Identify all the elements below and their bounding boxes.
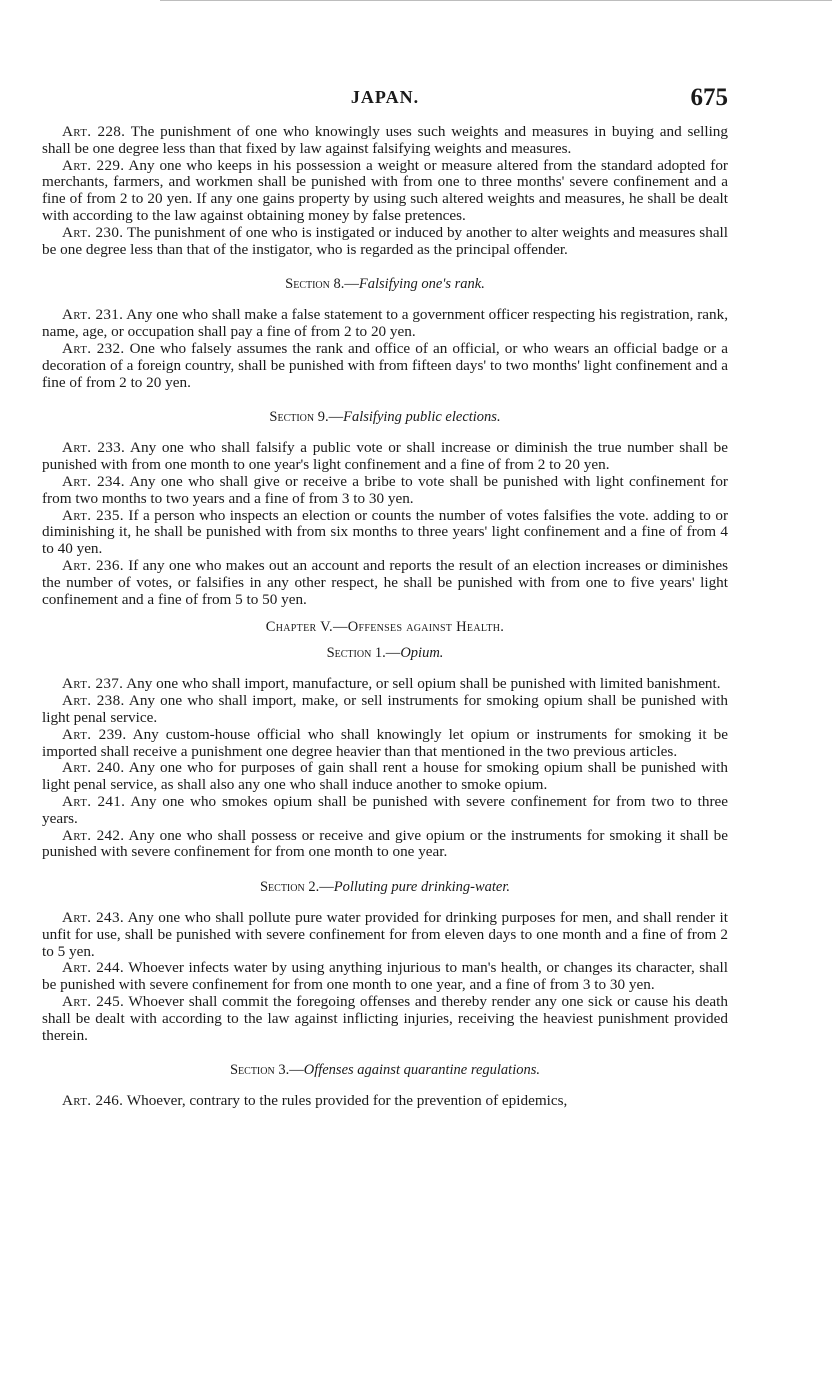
article-paragraph xyxy=(42,994,728,1044)
article-number: Art. 242. xyxy=(62,826,125,844)
article-paragraph xyxy=(42,727,728,761)
running-title: JAPAN. xyxy=(350,87,420,107)
article-number: Art. 238. xyxy=(62,692,125,710)
article-text: Any one who shall import, manufacture, or sell opium shall be punished with limited banishment. xyxy=(126,675,721,693)
article-text: Any one who shall make a false statement to a government officer respecting his registration, rank, name, age, or occupation shall pay a fine of from 2 to 20 yen. xyxy=(42,306,728,341)
section-label: Section 1.— xyxy=(326,645,401,662)
article-paragraph xyxy=(42,1093,728,1110)
section-label: Section 9.— xyxy=(269,409,344,426)
article-number: Art. 228. xyxy=(62,123,126,140)
section-heading xyxy=(42,408,728,426)
article-text: Any one who smokes opium shall be punished with severe confinement for from two to three years. xyxy=(42,792,728,827)
article-number: Art. 235. xyxy=(62,506,124,524)
article-paragraph xyxy=(42,440,728,474)
article-paragraph xyxy=(42,508,728,558)
article-number: Art. 231. xyxy=(62,306,124,324)
page-number: 675 xyxy=(690,84,728,111)
top-rule xyxy=(160,0,832,1)
article-number: Art. 239. xyxy=(62,725,127,743)
article-paragraph xyxy=(42,225,728,259)
article-number: Art. 233. xyxy=(62,439,126,457)
article-paragraph xyxy=(42,760,728,794)
article-text: One who falsely assumes the rank and office of an official, or who wears an official badge or a decoration of a foreign country, shall be punished with from fifteen days' to two months' light confinement and a fine of from 2 to 20 yen. xyxy=(42,339,729,391)
section-heading xyxy=(42,1061,728,1079)
section-title: Falsifying public elections. xyxy=(343,409,501,426)
running-head xyxy=(42,84,728,112)
article-paragraph xyxy=(42,828,728,862)
article-paragraph xyxy=(42,693,728,727)
article-number: Art. 241. xyxy=(62,792,126,810)
section-label: Section 2.— xyxy=(259,879,334,896)
article-text: Any one who shall pollute pure water provided for drinking purposes for men, and shall render it unfit for use, shall be punished with severe confinement for from eleven days to one month and a fine of from 2 to 5 yen. xyxy=(42,909,728,960)
article-text: The punishment of one who is instigated or induced by another to alter weights and measures shall be one degree less than that of the instigator, who is regarded as the principal offender. xyxy=(42,223,728,258)
section-title: Offenses against quarantine regulations. xyxy=(303,1062,541,1079)
article-paragraph xyxy=(42,794,728,828)
article-paragraph xyxy=(42,960,728,994)
article-number: Art. 237. xyxy=(62,675,124,693)
article-text: Any one who for purposes of gain shall rent a house for smoking opium shall be punished with light penal service, as shall also any one who shall induce another to smoke opium. xyxy=(42,759,728,794)
article-number: Art. 232. xyxy=(62,339,125,357)
chapter-heading: Chapter V.—Offenses against Health. xyxy=(265,619,505,636)
article-text: Any one who shall possess or receive and give opium or the instruments for smoking it shall be punished with severe confinement for from one month to one year. xyxy=(42,826,728,861)
article-text: Any one who shall give or receive a bribe to vote shall be punished with light confinement for from two months to two years and a fine of from 3 to 30 yen. xyxy=(42,472,728,507)
article-number: Art. 234. xyxy=(62,472,125,490)
section-heading xyxy=(42,275,728,293)
article-number: Art. 243. xyxy=(62,909,124,927)
article-number: Art. 230. xyxy=(62,223,124,241)
article-text: Any one who shall falsify a public vote or shall increase or diminish the true number shall be punished with from one month to one year's light confinement and a fine of from 2 to 20 yen. xyxy=(42,439,728,474)
article-paragraph xyxy=(42,474,728,508)
article-number: Art. 245. xyxy=(62,993,125,1011)
article-text: The punishment of one who knowingly uses such weights and measures in buying and selling shall be one degree less than that fixed by law against falsifying weights and measures. xyxy=(42,123,728,157)
section-label: Section 8.— xyxy=(285,276,359,293)
section-label: Section 3.— xyxy=(229,1062,304,1079)
article-number: Art. 229. xyxy=(62,156,125,174)
article-paragraph xyxy=(42,341,728,391)
article-text: If any one who makes out an account and reports the result of an election increases or diminishes the number of votes, or falsifies in any other respect, he shall be punished with from one to five years' light confinement and a fine of from 5 to 50 yen. xyxy=(42,556,728,608)
article-text: Whoever infects water by using anything injurious to man's health, or changes its character, shall be punished with severe confinement for from one month to one year, and a fine of from 3 to 30 yen. xyxy=(42,959,728,994)
section-heading xyxy=(42,644,728,662)
article-text: If a person who inspects an election or counts the number of votes falsifies the vote. adding to or diminishing it, he shall be punished with from six months to three years' light confinement and a fine of from 4 to 40 yen. xyxy=(42,506,728,558)
article-text: Whoever shall commit the foregoing offenses and thereby render any one sick or cause his death shall be dealt with according to the law against inflicting injuries, receiving the heaviest punishment provided therein. xyxy=(42,993,728,1044)
article-text: Whoever, contrary to the rules provided for the prevention of epidemics, xyxy=(126,1092,568,1110)
article-paragraph xyxy=(42,558,728,608)
article-number: Art. 240. xyxy=(62,759,125,777)
article-paragraph xyxy=(42,910,728,960)
section-title: Falsifying one's rank. xyxy=(358,276,485,293)
section-title: Polluting pure drinking-water. xyxy=(333,879,510,896)
article-number: Art. 244. xyxy=(62,959,124,977)
article-text: Any one who keeps in his possession a weight or measure altered from the standard adopted for merchants, farmers, and workmen shall be punished with from one to three months' severe confinement and a fine of from 2 to 20 yen. If any one gains property by using such altered weights and measures, he shall be dealt with according to the law against obtaining money by false pretences. xyxy=(42,156,728,224)
article-number: Art. 246. xyxy=(62,1092,124,1110)
article-paragraph xyxy=(42,676,728,693)
article-paragraph xyxy=(42,307,728,341)
article-text: Any custom-house official who shall knowingly let opium or instruments for smoking it be imported shall receive a punishment one degree heavier than that mentioned in the two previous articles. xyxy=(42,725,728,760)
article-paragraph xyxy=(42,124,728,158)
section-title: Opium. xyxy=(400,645,444,662)
page-body xyxy=(42,124,728,1110)
section-heading xyxy=(42,878,728,896)
article-paragraph xyxy=(42,158,728,225)
article-text: Any one who shall import, make, or sell instruments for smoking opium shall be punished with light penal service. xyxy=(42,692,728,726)
article-number: Art. 236. xyxy=(62,556,124,574)
